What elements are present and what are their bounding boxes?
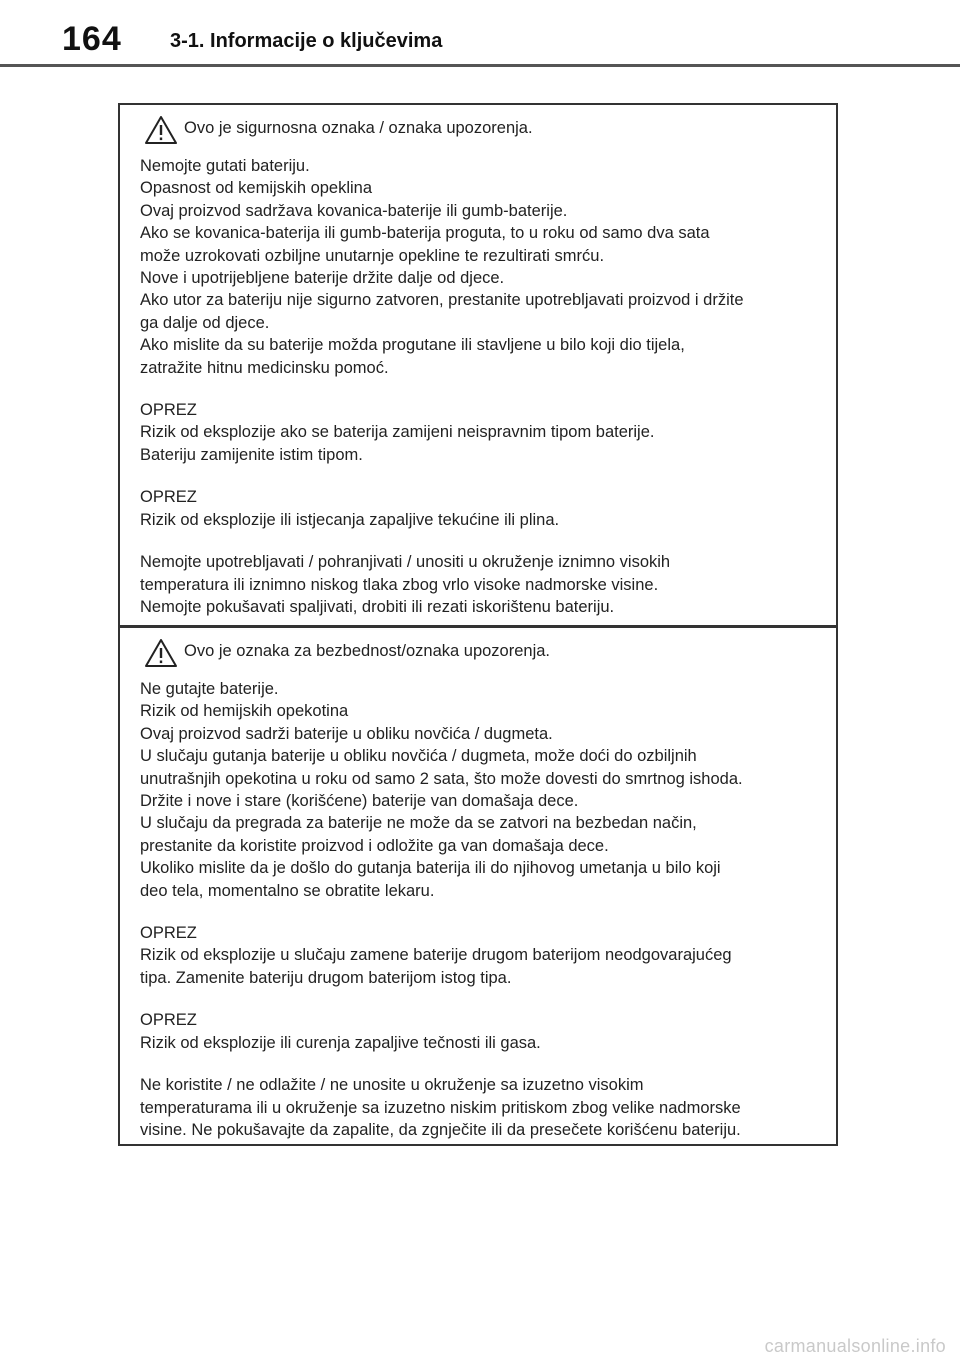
text-line: unutrašnjih opekotina u roku od samo 2 sata, što može dovesti do smrtnog ishoda.: [140, 769, 743, 788]
paragraph-gap: [140, 531, 820, 551]
text-line: Ukoliko mislite da je došlo do gutanja baterija ili do njihovog umetanja u bilo koji: [140, 859, 721, 878]
text-line: Bateriju zamijenite istim tipom.: [140, 445, 363, 464]
text-line: Ovaj proizvod sadrži baterije u obliku novčića / dugmeta.: [140, 724, 553, 743]
paragraph-gap: [140, 989, 820, 1009]
text-line: U slučaju gutanja baterije u obliku novčića / dugmeta, može doći do ozbiljnih: [140, 747, 697, 766]
text-line: Ako mislite da su baterije možda progutane ili stavljene u bilo koji dio tijela,: [140, 336, 685, 355]
warning-paragraph: [140, 922, 820, 989]
paragraph-gap: [140, 1054, 820, 1074]
text-line: Rizik od hemijskih opekotina: [140, 702, 349, 721]
warning-paragraph: [140, 399, 820, 466]
text-line: Ne koristite / ne odlažite / ne unosite u okruženje sa izuzetno visokim: [140, 1076, 644, 1095]
warning-heading: [140, 105, 820, 155]
text-line: Nemojte gutati bateriju.: [140, 157, 310, 175]
warning-paragraph: [140, 155, 820, 379]
warning-triangle-icon: [144, 638, 178, 668]
text-line: OPREZ: [140, 1011, 197, 1030]
text-line: visine. Ne pokušavajte da zapalite, da zgnječite ili da presečete korišćenu bateriju.: [140, 1120, 741, 1139]
text-line: Nove i upotrijebljene baterije držite dalje od djece.: [140, 269, 505, 288]
section-title: 3-1. Informacije o ključevima: [170, 30, 443, 52]
text-line: Rizik od eksplozije ili istjecanja zapaljive tekućine ili plina.: [140, 510, 560, 529]
text-line: deo tela, momentalno se obratite lekaru.: [140, 881, 435, 900]
page-header: [0, 0, 960, 70]
text-line: Rizik od eksplozije u slučaju zamene baterije drugom baterijom neodgovarajućeg: [140, 946, 732, 965]
text-line: temperatura ili iznimno niskog tlaka zbog vrlo visoke nadmorske visine.: [140, 575, 659, 594]
text-line: Opasnost od kemijskih opeklina: [140, 179, 373, 198]
text-line: prestanite da koristite proizvod i odložite ga van domašaja dece.: [140, 836, 609, 855]
warning-label: Ovo je sigurnosna oznaka / oznaka upozorenja.: [184, 119, 533, 137]
paragraph-gap: [140, 379, 820, 399]
text-line: Ovaj proizvod sadržava kovanica-baterije ili gumb-baterije.: [140, 201, 568, 220]
text-line: Rizik od eksplozije ili curenja zapaljive tečnosti ili gasa.: [140, 1033, 541, 1052]
warning-panel-croatian: [118, 103, 838, 627]
header-rule: [0, 64, 960, 67]
paragraph-gap: [140, 466, 820, 486]
warning-paragraph: [140, 1009, 820, 1054]
warning-paragraph: [140, 486, 820, 531]
text-line: OPREZ: [140, 488, 197, 507]
text-line: Ako utor za bateriju nije sigurno zatvoren, prestanite upotrebljavati proizvod i držite: [140, 291, 744, 310]
warning-body: [140, 678, 820, 1141]
warning-panel-serbian: [118, 626, 838, 1146]
text-line: može uzrokovati ozbiljne unutarnje opekline te rezultirati smrću.: [140, 246, 605, 265]
warning-label: Ovo je oznaka za bezbednost/oznaka upozorenja.: [184, 642, 550, 660]
text-line: Nemojte upotrebljavati / pohranjivati / unositi u okruženje iznimno visokih: [140, 553, 671, 572]
text-line: tipa. Zamenite bateriju drugom baterijom istog tipa.: [140, 968, 512, 987]
warning-triangle-icon: [144, 115, 178, 145]
text-line: OPREZ: [140, 401, 197, 420]
text-line: Ne gutajte baterije.: [140, 680, 279, 698]
warning-paragraph: [140, 678, 820, 902]
text-line: zatražite hitnu medicinsku pomoć.: [140, 358, 389, 377]
text-line: U slučaju da pregrada za baterije ne može da se zatvori na bezbedan način,: [140, 814, 697, 833]
watermark-url: carmanualsonline.info: [764, 1336, 946, 1356]
text-line: Držite i nove i stare (korišćene) baterije van domašaja dece.: [140, 792, 579, 811]
warning-paragraph: [140, 551, 820, 618]
page-number: 164: [62, 20, 122, 58]
text-line: OPREZ: [140, 924, 197, 943]
text-line: Rizik od eksplozije ako se baterija zamijeni neispravnim tipom baterije.: [140, 423, 655, 442]
warning-heading: [140, 628, 820, 678]
text-line: temperaturama ili u okruženje sa izuzetno niskim pritiskom zbog velike nadmorske: [140, 1098, 741, 1117]
warning-body: [140, 155, 820, 618]
text-line: Nemojte pokušavati spaljivati, drobiti ili rezati iskorištenu bateriju.: [140, 597, 615, 616]
text-line: ga dalje od djece.: [140, 313, 270, 332]
warning-paragraph: [140, 1074, 820, 1141]
text-line: Ako se kovanica-baterija ili gumb-baterija proguta, to u roku od samo dva sata: [140, 224, 710, 243]
paragraph-gap: [140, 902, 820, 922]
